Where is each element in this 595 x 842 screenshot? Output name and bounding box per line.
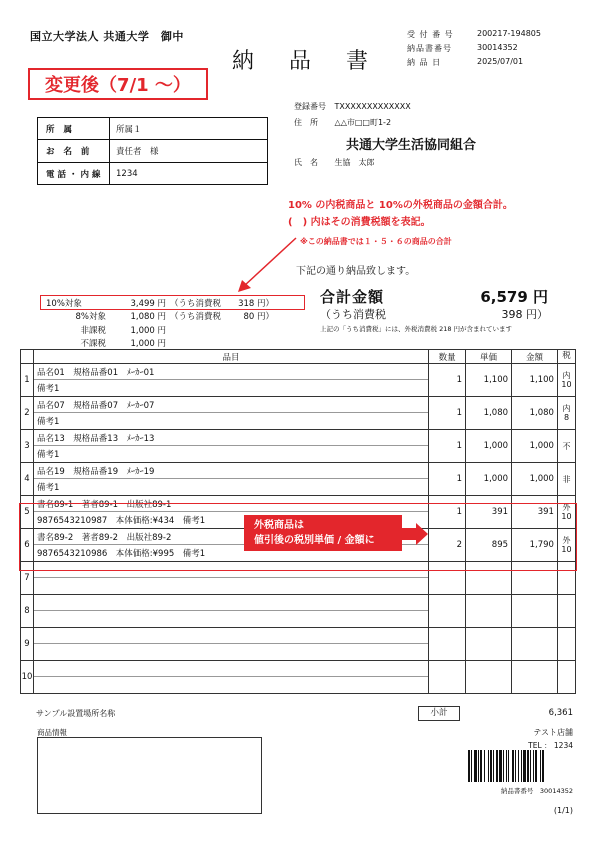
tax-8-tax: 80 円）: [243, 312, 274, 322]
row-number: 1: [21, 364, 34, 397]
registration-label: 登録番号: [294, 102, 326, 111]
table-row: [21, 364, 576, 397]
table-row: [21, 397, 576, 430]
delivery-date-row: [407, 57, 523, 68]
page-number: (1/1): [553, 806, 573, 815]
item-unit-price: 1,000: [466, 430, 512, 463]
red-arrow-icon: [230, 236, 300, 298]
row-number: 8: [21, 595, 34, 628]
change-badge: 変更後（7/1 〜）: [28, 68, 208, 100]
item-amount: 1,080: [512, 397, 558, 430]
item-line-2: [37, 611, 425, 627]
tax-nontaxable-amount: 1,000 円: [130, 339, 166, 349]
item-line-1: [34, 628, 428, 644]
item-tax-type: [557, 661, 575, 694]
item-qty: [429, 595, 466, 628]
item-description: [33, 595, 428, 628]
item-line-2: [37, 578, 425, 594]
customer-phone-value: 1234: [116, 168, 138, 179]
issuer-name-label: 氏 名: [294, 158, 318, 167]
registration-row: [294, 101, 411, 112]
header-item: 品目: [33, 350, 428, 364]
tax-8-amount: 1,080 円: [130, 312, 166, 322]
total-tax-amount: 398 円）: [501, 308, 548, 321]
tax-row-10: [42, 297, 274, 309]
header-tax: 税: [557, 350, 575, 364]
table-row: [21, 595, 576, 628]
item-description: [33, 628, 428, 661]
item-description: [33, 397, 428, 430]
item-unit-price: [466, 628, 512, 661]
tax-8-note: （うち消費税: [170, 312, 222, 322]
slip-number-row: [407, 43, 518, 54]
issuer-organization: 共通大学生活協同組合: [346, 138, 477, 153]
item-line-2: 備考1: [36, 450, 60, 460]
document-title: 納 品 書: [232, 49, 382, 74]
item-amount: [512, 595, 558, 628]
item-line-1: 書名89-2 著者89-2 出版社89-2: [34, 529, 428, 545]
item-tax-type: 外 10: [557, 529, 575, 562]
callout-line-1: 外税商品は: [254, 520, 304, 531]
customer-name-row: [38, 140, 267, 162]
total-amount: 6,579 円: [480, 288, 548, 306]
callout-arrow-icon: [400, 523, 430, 545]
tax-10-note: （うち消費税: [170, 299, 222, 309]
subtotal-label: 小計: [418, 706, 460, 721]
item-unit-price: 391: [466, 496, 512, 529]
item-line-2: 備考1: [36, 417, 60, 427]
note-line-2: ( ) 内はその消費税額を表記。: [288, 217, 431, 228]
delivery-date-value: 2025/07/01: [477, 57, 524, 66]
item-amount: [512, 628, 558, 661]
item-qty: 1: [429, 430, 466, 463]
header-amount: 金額: [512, 350, 558, 364]
store-tel: TEL ： 1234: [528, 741, 573, 750]
item-qty: [429, 628, 466, 661]
item-line-2: 9876543210987 本体価格:¥434 備考1: [36, 516, 206, 526]
customer-phone-label: 電話・内線: [38, 163, 110, 185]
item-description: [33, 463, 428, 496]
item-tax-type: [557, 628, 575, 661]
item-tax-type: 非: [557, 463, 575, 496]
item-description: [33, 364, 428, 397]
item-amount: 1,000: [512, 463, 558, 496]
receipt-number-row: [407, 29, 541, 40]
item-amount: 391: [512, 496, 558, 529]
row-number: 7: [21, 562, 34, 595]
item-amount: 1,000: [512, 430, 558, 463]
item-amount: 1,100: [512, 364, 558, 397]
item-line-2: 9876543210986 本体価格:¥995 備考1: [36, 549, 206, 559]
customer-dept-label: 所 属: [38, 118, 110, 139]
item-amount: 1,790: [512, 529, 558, 562]
note-line-3: ※この納品書では１・５・６の商品の合計: [300, 237, 452, 246]
registration-number: TXXXXXXXXXXXXX: [334, 102, 411, 111]
total-tax-label: （うち消費税: [320, 308, 386, 321]
item-qty: [429, 661, 466, 694]
item-line-1: [34, 661, 428, 677]
item-description: [33, 661, 428, 694]
total-label: 合計金額: [320, 288, 385, 306]
item-tax-type: 不: [557, 430, 575, 463]
place-label: サンプル設置場所名称: [36, 709, 116, 718]
slip-number-value: 30014352: [477, 43, 518, 52]
tax-nontaxable-label: 不課税: [80, 339, 106, 349]
address-label: 住 所: [294, 118, 318, 127]
tax-exempt-label: 非課税: [80, 326, 106, 336]
item-line-1: 品名01 規格品番01 ﾒｰｶｰ01: [34, 364, 428, 380]
address-value: △△市□□町1-2: [334, 118, 392, 127]
header-no: [21, 350, 34, 364]
receipt-number-value: 200217-194805: [477, 29, 541, 38]
table-row: [21, 628, 576, 661]
row-number: 5: [21, 496, 34, 529]
tax-10-amount: 3,499 円: [130, 299, 166, 309]
item-qty: 2: [429, 529, 466, 562]
total-footnote: 上記の「うち消費税」には、外税消費税 218 円が含まれています: [320, 325, 513, 333]
customer-name-value: 責任者 様: [116, 146, 159, 157]
item-unit-price: 1,080: [466, 397, 512, 430]
info-label: 商品情報: [37, 728, 67, 737]
tax-exempt-amount: 1,000 円: [130, 326, 166, 336]
item-tax-type: 内 10: [557, 364, 575, 397]
row-number: 10: [21, 661, 34, 694]
customer-phone-row: [38, 163, 267, 185]
delivery-date-label: 納 品 日: [407, 58, 442, 67]
item-tax-type: 外 10: [557, 496, 575, 529]
table-row: [21, 430, 576, 463]
row-number: 4: [21, 463, 34, 496]
item-line-1: 書名89-1 著者89-1 出版社89-1: [34, 496, 428, 512]
addressee: 国立大学法人 共通大学 御中: [30, 30, 184, 43]
tax-10-tax: 318 円）: [238, 299, 274, 309]
item-qty: 1: [429, 397, 466, 430]
callout-line-2: 値引後の税別単価 / 金額に: [254, 535, 375, 546]
subtotal-amount: 6,361: [548, 708, 573, 718]
item-tax-type: 内 8: [557, 397, 575, 430]
item-unit-price: 1,000: [466, 463, 512, 496]
header-price: 単価: [466, 350, 512, 364]
item-line-2: 備考1: [36, 483, 60, 493]
store-name: テスト店舗: [533, 728, 573, 737]
customer-dept-row: [38, 118, 267, 140]
item-unit-price: 1,100: [466, 364, 512, 397]
item-line-2: [37, 644, 425, 660]
slip-number-label: 納品書番号: [407, 44, 452, 53]
item-line-2: 備考1: [36, 384, 60, 394]
tax-row-8: [42, 310, 274, 322]
item-description: [33, 430, 428, 463]
tax-10-label: 10%対象: [46, 299, 82, 309]
table-row: [21, 661, 576, 694]
external-tax-callout: [244, 515, 402, 551]
barcode-bar: [544, 750, 545, 782]
customer-box: [37, 117, 268, 185]
item-line-1: [34, 595, 428, 611]
receipt-number-label: 受 付 番 号: [407, 30, 454, 39]
item-line-2: [37, 677, 425, 693]
row-number: 2: [21, 397, 34, 430]
issuer-name-value: 生協 太郎: [334, 158, 375, 167]
item-amount: [512, 661, 558, 694]
customer-dept-value: 所属１: [116, 124, 142, 135]
item-unit-price: [466, 595, 512, 628]
row-number: 9: [21, 628, 34, 661]
address-row: [294, 117, 391, 128]
item-unit-price: 895: [466, 529, 512, 562]
barcode-image: [468, 750, 571, 782]
item-unit-price: [466, 661, 512, 694]
item-qty: 1: [429, 496, 466, 529]
table-header-row: [21, 350, 576, 364]
item-qty: 1: [429, 463, 466, 496]
note-line-1: 10% の内税商品と 10%の外税商品の金額合計。: [288, 200, 513, 211]
header-qty: 数量: [429, 350, 466, 364]
table-row: [21, 463, 576, 496]
tax-row-nontaxable: [42, 337, 166, 349]
tax-row-exempt: [42, 324, 166, 336]
product-info-box: [37, 737, 262, 814]
item-line-1: 品名19 規格品番19 ﾒｰｶｰ19: [34, 463, 428, 479]
item-tax-type: [557, 595, 575, 628]
item-qty: 1: [429, 364, 466, 397]
delivery-statement: 下記の通り納品致します。: [296, 266, 416, 277]
barcode-slip-number: 納品書番号 30014352: [500, 787, 573, 795]
issuer-name-row: [294, 157, 375, 168]
item-line-1: 品名13 規格品番13 ﾒｰｶｰ13: [34, 430, 428, 446]
row-number: 3: [21, 430, 34, 463]
row-number: 6: [21, 529, 34, 562]
tax-8-label: 8%対象: [75, 312, 106, 322]
customer-name-label: お 名 前: [38, 140, 110, 161]
item-line-1: 品名07 規格品番07 ﾒｰｶｰ07: [34, 397, 428, 413]
